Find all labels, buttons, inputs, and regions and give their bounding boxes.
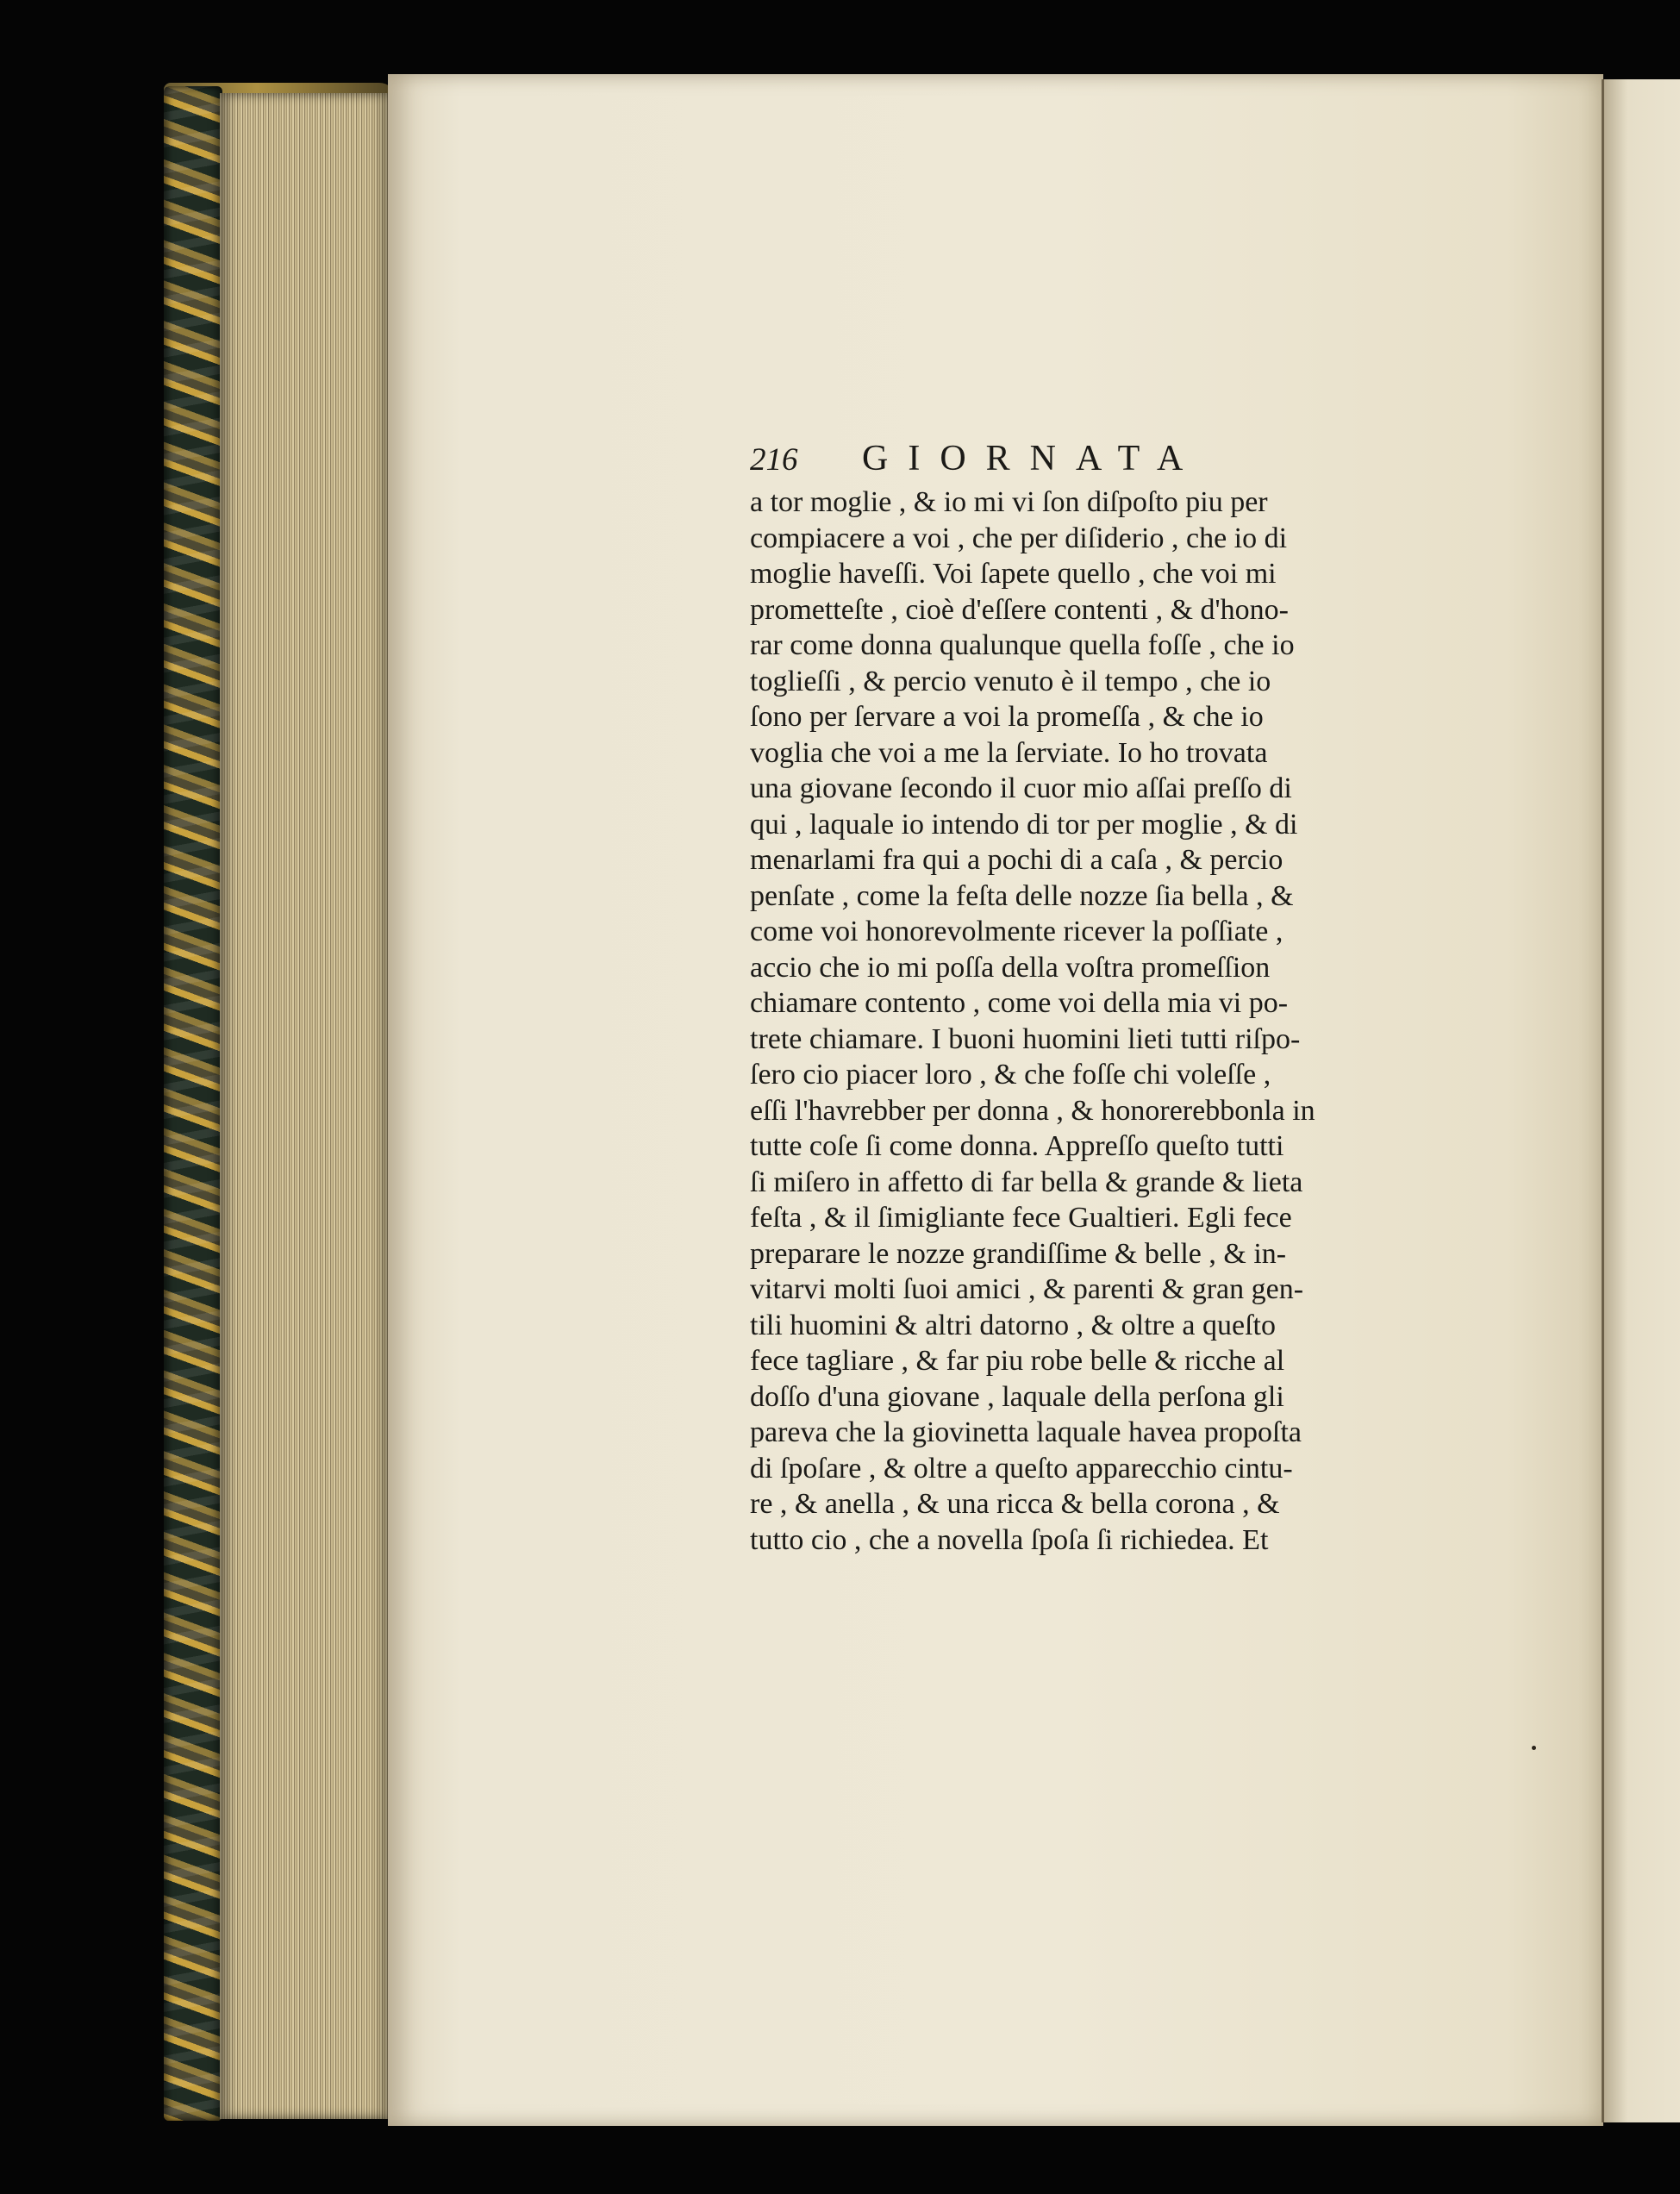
text-line: compiacere a voi , che per diſiderio , che io di [750, 522, 1288, 554]
text-line: trete chiamare. I buoni huomini lieti tutti riſpo- [750, 1022, 1301, 1055]
page-header [750, 438, 1401, 484]
text-line: accio che io mi poſſa della voſtra promeſſion [750, 951, 1271, 984]
facing-page-edge [1602, 79, 1680, 2122]
text-line: chiamare contento , come voi della mia vi po- [750, 987, 1289, 1019]
page-edges [220, 93, 392, 2119]
text-line: ſono per ſervare a voi la promeſſa , & che io [750, 701, 1264, 733]
text-line: ſi miſero in affetto di far bella & grande & lieta [750, 1166, 1303, 1198]
body-text [750, 484, 1401, 1558]
text-line: toglieſſi , & percio venuto è il tempo , che io [750, 665, 1271, 697]
text-line: doſſo d'una giovane , laquale della perſona gli [750, 1380, 1284, 1413]
text-line: preparare le nozze grandiſſime & belle , & in- [750, 1237, 1287, 1270]
text-line: eſſi l'havrebber per donna , & honorerebbonla in [750, 1094, 1315, 1127]
page-number: 216 [750, 442, 798, 478]
text-line: tutte coſe ſi come donna. Appreſſo queſto tutti [750, 1130, 1284, 1162]
text-line: feſta , & il ſimigliante fece Gualtieri. Egli fece [750, 1202, 1292, 1234]
text-line: prometteſte , cioè d'eſſere contenti , & d'hono- [750, 593, 1289, 626]
ink-spot [1532, 1746, 1536, 1750]
text-line: fece tagliare , & far piu robe belle & ricche al [750, 1345, 1285, 1377]
text-line: re , & anella , & una ricca & bella corona , & [750, 1488, 1280, 1520]
text-line: ſero cio piacer loro , & che foſſe chi voleſſe , [750, 1059, 1271, 1091]
text-line: vitarvi molti ſuoi amici , & parenti & gran gen- [750, 1273, 1304, 1305]
text-line: come voi honorevolmente ricever la poſſiate , [750, 916, 1283, 947]
text-line: menarlami fra qui a pochi di a caſa , & percio [750, 844, 1283, 876]
text-line: moglie haveſſi. Voi ſapete quello , che voi mi [750, 558, 1277, 590]
text-line: penſate , come la feſta delle nozze ſia bella , & [750, 879, 1294, 912]
text-block [750, 438, 1401, 1558]
running-head: GIORNATA [862, 439, 1203, 478]
text-line: tutto cio , che a novella ſpoſa ſi richiedea. Et [750, 1523, 1269, 1556]
text-line: qui , laquale io intendo di tor per moglie , & di [750, 808, 1298, 841]
text-line: pareva che la giovinetta laquale havea propoſta [750, 1416, 1302, 1448]
text-line: a tor moglie , & io mi vi ſon diſpoſto piu per [750, 486, 1268, 518]
text-line: rar come donna qualunque quella foſſe , che io [750, 629, 1295, 661]
text-line: di ſpoſare , & oltre a queſto apparecchio cintu- [750, 1452, 1293, 1485]
book-spine [164, 86, 222, 2121]
text-line: voglia che voi a me la ſerviate. Io ho trovata [750, 736, 1268, 769]
text-line: tili huomini & altri datorno , & oltre a queſto [750, 1309, 1277, 1341]
text-line: una giovane ſecondo il cuor mio aſſai preſſo di [750, 772, 1292, 804]
